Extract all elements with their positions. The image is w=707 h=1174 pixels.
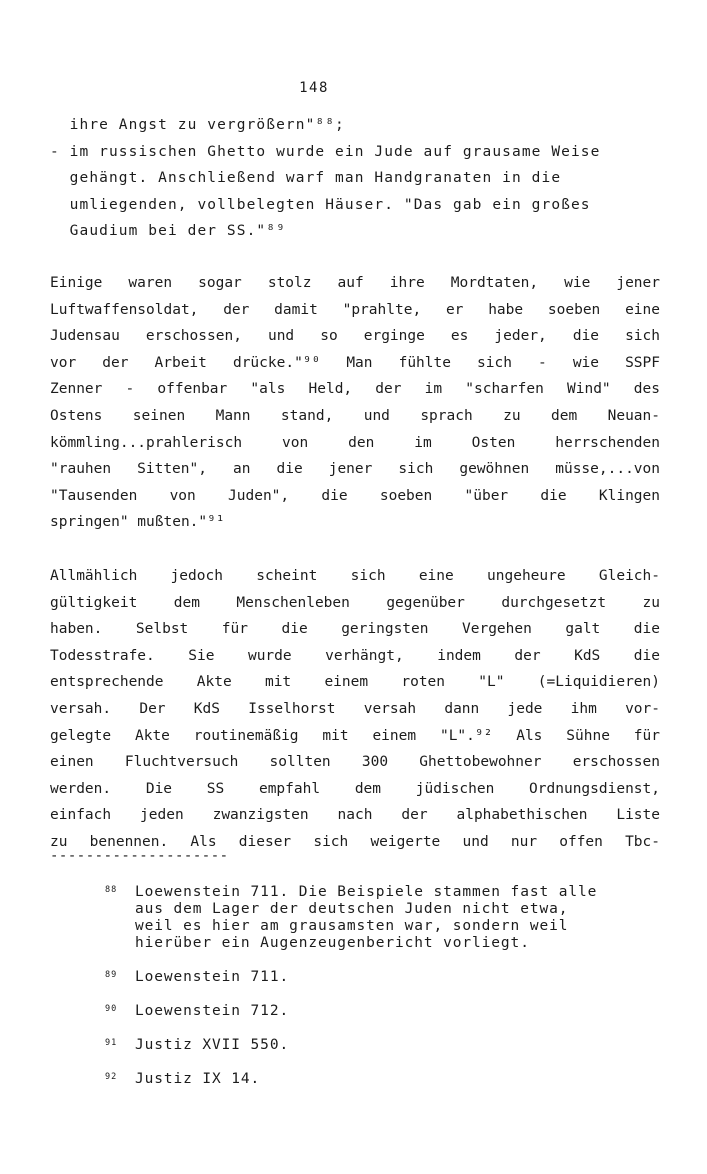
footnote-text: Justiz IX 14.: [135, 1071, 261, 1087]
bullet-line: ihre Angst zu vergrößern"⁸⁸;: [50, 117, 345, 133]
paragraph-2: [50, 563, 660, 856]
bullet-line: gehängt. Anschließend warf man Handgranaten in die: [50, 170, 562, 187]
text-line: einfach jeden zwanzigsten nach der alphabethischen Liste: [50, 807, 660, 824]
bullet-list: [50, 112, 660, 245]
text-line: "Tausenden von Juden", die soeben "über die Klingen: [50, 487, 660, 504]
text-line: Todesstrafe. Sie wurde verhängt, indem der KdS die: [50, 647, 660, 664]
footnote: [105, 1003, 665, 1020]
footnote-number: 89: [105, 970, 118, 980]
footnote-number: 92: [105, 1072, 118, 1082]
text-line: werden. Die SS empfahl dem jüdischen Ordnungsdienst,: [50, 780, 660, 797]
text-line: gelegte Akte routinemäßig mit einem "L".⁹² Als Sühne für: [50, 727, 660, 744]
footnote-number: 88: [105, 885, 118, 895]
footnote-number: 91: [105, 1038, 118, 1048]
text-line: versah. Der KdS Isselhorst versah dann jede ihm vor-: [50, 700, 660, 717]
paragraph-1: [50, 270, 660, 536]
text-line: Judensau erschossen, und so erginge es jeder, die sich: [50, 328, 660, 345]
text-line: entsprechende Akte mit einem roten "L" (=Liquidieren): [50, 674, 660, 691]
footnote-text: Loewenstein 712.: [135, 1003, 290, 1019]
bullet-line: Gaudium bei der SS."⁸⁹: [50, 223, 286, 240]
footnote-separator: --------------------: [50, 848, 229, 864]
footnote-text: Loewenstein 711.: [135, 969, 290, 985]
footnote-text: Loewenstein 711. Die Beispiele stammen fast alle aus dem Lager der deutschen Juden nicht etwa, weil es hier am grausamsten war, sondern weil hierüber ein Augenzeugenbericht vorliegt.: [135, 884, 598, 951]
footnote-text: Justiz XVII 550.: [135, 1037, 290, 1053]
footnote: [105, 969, 665, 986]
footnotes: [105, 884, 665, 1105]
text-line: haben. Selbst für die geringsten Vergehen galt die: [50, 621, 660, 638]
text-line: vor der Arbeit drücke."⁹⁰ Man fühlte sich - wie SSPF: [50, 354, 660, 371]
text-line: "rauhen Sitten", an die jener sich gewöhnen müsse,...von: [50, 461, 660, 478]
footnote-number: 90: [105, 1004, 118, 1014]
text-line: Zenner - offenbar "als Held, der im "scharfen Wind" des: [50, 381, 660, 398]
text-line: Allmählich jedoch scheint sich eine ungeheure Gleich-: [50, 568, 660, 584]
text-line: einen Fluchtversuch sollten 300 Ghettobewohner erschossen: [50, 754, 660, 771]
bullet-line: umliegenden, vollbelegten Häuser. "Das gab ein großes: [50, 196, 591, 213]
footnote: [105, 1037, 665, 1054]
text-line: zu benennen. Als dieser sich weigerte und nur offen Tbc-: [50, 833, 660, 850]
text-line: kömmling...prahlerisch von den im Osten herrschenden: [50, 434, 660, 451]
footnote: [105, 884, 665, 952]
text-line: gültigkeit dem Menschenleben gegenüber durchgesetzt zu: [50, 594, 660, 611]
text-line: Luftwaffensoldat, der damit "prahlte, er habe soeben eine: [50, 301, 660, 318]
text-line: Einige waren sogar stolz auf ihre Mordtaten, wie jener: [50, 275, 660, 291]
text-line: springen" mußten."⁹¹: [50, 514, 225, 531]
bullet-line: - im russischen Ghetto wurde ein Jude auf grausame Weise: [50, 143, 601, 160]
text-line: Ostens seinen Mann stand, und sprach zu dem Neuan-: [50, 407, 660, 424]
page-number: 148: [299, 80, 329, 96]
footnote: [105, 1071, 665, 1088]
